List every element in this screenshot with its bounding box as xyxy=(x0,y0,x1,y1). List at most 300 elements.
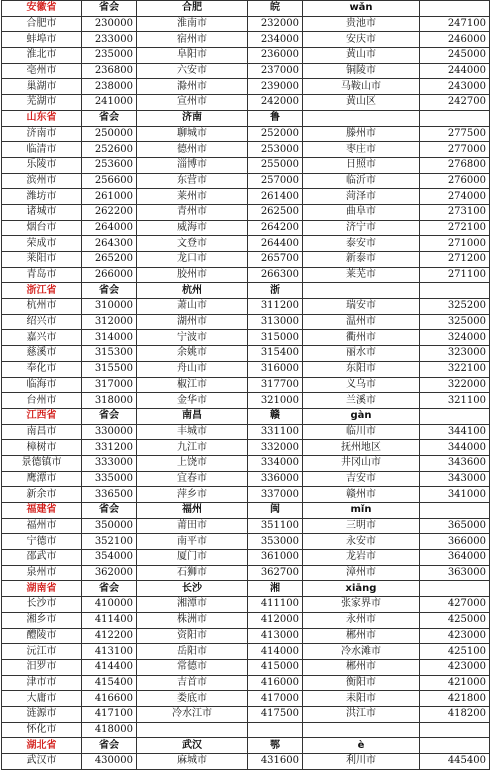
city-name: 怀化市 xyxy=(2,722,82,738)
city-name: 冷水江市 xyxy=(137,706,248,722)
header-blank xyxy=(420,408,490,424)
province-abbr: 鲁 xyxy=(248,110,303,126)
province-header-row xyxy=(2,283,490,299)
city-name: 巢湖市 xyxy=(2,79,82,95)
postal-code: 264200 xyxy=(248,220,303,236)
province-name: 山东省 xyxy=(2,110,82,126)
capital-city: 济南 xyxy=(137,110,248,126)
city-name: 三明市 xyxy=(303,518,420,534)
city-name xyxy=(303,722,420,738)
postal-code: 245000 xyxy=(420,48,490,64)
city-name: 南平市 xyxy=(137,534,248,550)
postal-code: 239000 xyxy=(248,79,303,95)
city-name: 大庸市 xyxy=(2,691,82,707)
city-name: 麻城市 xyxy=(137,754,248,770)
city-name: 漳州市 xyxy=(303,565,420,581)
city-name: 龙口市 xyxy=(137,252,248,268)
city-name: 抚州地区 xyxy=(303,440,420,456)
postal-code: 234000 xyxy=(248,32,303,48)
abbr-pinyin: mǐn xyxy=(303,503,420,519)
postal-code: 265200 xyxy=(82,252,137,268)
city-name: 鹰潭市 xyxy=(2,471,82,487)
city-name: 青岛市 xyxy=(2,267,82,283)
postal-code: 261400 xyxy=(248,189,303,205)
postal-code: 413100 xyxy=(82,644,137,660)
postal-code: 271000 xyxy=(420,236,490,252)
city-name: 井冈山市 xyxy=(303,455,420,471)
province-name: 安徽省 xyxy=(2,1,82,17)
city-name: 蚌埠市 xyxy=(2,32,82,48)
capital-label: 省会 xyxy=(82,110,137,126)
city-name: 九江市 xyxy=(137,440,248,456)
table-row xyxy=(2,487,490,503)
postal-code: 418000 xyxy=(82,722,137,738)
city-name: 冷水滩市 xyxy=(303,644,420,660)
province-header-row xyxy=(2,110,490,126)
city-name: 宜春市 xyxy=(137,471,248,487)
city-name: 椒江市 xyxy=(137,377,248,393)
city-name: 义乌市 xyxy=(303,377,420,393)
table-row xyxy=(2,361,490,377)
postal-code: 413000 xyxy=(248,628,303,644)
table-row xyxy=(2,63,490,79)
city-name: 宣州市 xyxy=(137,95,248,111)
postal-code: 418200 xyxy=(420,706,490,722)
postal-code: 431600 xyxy=(248,754,303,770)
postal-code: 310000 xyxy=(82,299,137,315)
table-row xyxy=(2,204,490,220)
city-name: 莱阳市 xyxy=(2,252,82,268)
postal-code: 247100 xyxy=(420,16,490,32)
city-name: 荣成市 xyxy=(2,236,82,252)
postal-code: 343000 xyxy=(420,471,490,487)
city-name: 阜阳市 xyxy=(137,48,248,64)
postal-code: 266300 xyxy=(248,267,303,283)
city-name: 莱芜市 xyxy=(303,267,420,283)
table-row xyxy=(2,79,490,95)
city-name: 丽水市 xyxy=(303,346,420,362)
city-name: 吉首市 xyxy=(137,675,248,691)
city-name: 滕州市 xyxy=(303,126,420,142)
postal-code: 242700 xyxy=(420,95,490,111)
postal-code: 427000 xyxy=(420,597,490,613)
postal-code: 317700 xyxy=(248,377,303,393)
city-name: 邵武市 xyxy=(2,550,82,566)
postal-code: 343600 xyxy=(420,455,490,471)
abbr-pinyin xyxy=(303,283,420,299)
table-row xyxy=(2,659,490,675)
city-name: 合肥市 xyxy=(2,16,82,32)
table-row xyxy=(2,754,490,770)
postal-code: 276800 xyxy=(420,157,490,173)
postal-code: 265700 xyxy=(248,252,303,268)
capital-label: 省会 xyxy=(82,503,137,519)
city-name: 衡阳市 xyxy=(303,675,420,691)
city-name: 绍兴市 xyxy=(2,314,82,330)
capital-label: 省会 xyxy=(82,283,137,299)
city-name: 慈溪市 xyxy=(2,346,82,362)
city-name: 杭州市 xyxy=(2,299,82,315)
postal-code: 271200 xyxy=(420,252,490,268)
table-row xyxy=(2,722,490,738)
postal-code: 414400 xyxy=(82,659,137,675)
postal-code: 243000 xyxy=(420,79,490,95)
city-name: 衢州市 xyxy=(303,330,420,346)
city-name: 丰城市 xyxy=(137,424,248,440)
city-name: 威海市 xyxy=(137,220,248,236)
table-row xyxy=(2,706,490,722)
city-name: 黄山市 xyxy=(303,48,420,64)
postal-code: 237000 xyxy=(248,63,303,79)
postal-code: 331100 xyxy=(248,424,303,440)
city-name: 芜湖市 xyxy=(2,95,82,111)
city-name: 武汉市 xyxy=(2,754,82,770)
table-row xyxy=(2,440,490,456)
postal-code: 315300 xyxy=(82,346,137,362)
table-row xyxy=(2,597,490,613)
postal-code: 318000 xyxy=(82,393,137,409)
postal-code: 333000 xyxy=(82,455,137,471)
abbr-pinyin: xiāng xyxy=(303,581,420,597)
city-name: 福州市 xyxy=(2,518,82,534)
table-row xyxy=(2,675,490,691)
postal-code: 312000 xyxy=(82,314,137,330)
table-row xyxy=(2,565,490,581)
city-name: 东营市 xyxy=(137,173,248,189)
city-name: 淄博市 xyxy=(137,157,248,173)
postal-code: 314000 xyxy=(82,330,137,346)
postal-code: 321000 xyxy=(248,393,303,409)
city-name: 黄山区 xyxy=(303,95,420,111)
city-name: 资阳市 xyxy=(137,628,248,644)
postal-code: 421000 xyxy=(420,675,490,691)
city-name: 金华市 xyxy=(137,393,248,409)
table-row xyxy=(2,471,490,487)
postal-code: 317000 xyxy=(82,377,137,393)
city-name: 莱州市 xyxy=(137,189,248,205)
postal-code: 236800 xyxy=(82,63,137,79)
postal-code: 336500 xyxy=(82,487,137,503)
city-name: 新泰市 xyxy=(303,252,420,268)
capital-city: 福州 xyxy=(137,503,248,519)
postal-code: 325200 xyxy=(420,299,490,315)
table-row xyxy=(2,299,490,315)
postal-code: 315400 xyxy=(248,346,303,362)
postal-code: 262500 xyxy=(248,204,303,220)
table-row xyxy=(2,32,490,48)
city-name: 津市市 xyxy=(2,675,82,691)
table-row xyxy=(2,142,490,158)
postal-code: 257000 xyxy=(248,173,303,189)
city-name: 温州市 xyxy=(303,314,420,330)
capital-city: 武汉 xyxy=(137,738,248,754)
table-row xyxy=(2,455,490,471)
table-row xyxy=(2,424,490,440)
postal-code: 344100 xyxy=(420,424,490,440)
city-name: 景德镇市 xyxy=(2,455,82,471)
postal-code: 411400 xyxy=(82,612,137,628)
city-name: 岳阳市 xyxy=(137,644,248,660)
city-name: 永安市 xyxy=(303,534,420,550)
city-name: 瑞安市 xyxy=(303,299,420,315)
city-name: 郴州市 xyxy=(303,628,420,644)
postal-code: 261000 xyxy=(82,189,137,205)
postal-code: 277500 xyxy=(420,126,490,142)
postal-code: 313000 xyxy=(248,314,303,330)
city-name: 聊城市 xyxy=(137,126,248,142)
postal-code: 416000 xyxy=(248,675,303,691)
province-header-row xyxy=(2,1,490,17)
postal-code: 244000 xyxy=(420,63,490,79)
postal-code: 266000 xyxy=(82,267,137,283)
city-name: 台州市 xyxy=(2,393,82,409)
postal-code: 322000 xyxy=(420,377,490,393)
header-blank xyxy=(420,1,490,17)
city-name: 奉化市 xyxy=(2,361,82,377)
city-name: 南昌市 xyxy=(2,424,82,440)
city-name: 宁德市 xyxy=(2,534,82,550)
postal-code: 264000 xyxy=(82,220,137,236)
city-name: 日照市 xyxy=(303,157,420,173)
city-name: 临川市 xyxy=(303,424,420,440)
postal-code: 415000 xyxy=(248,659,303,675)
city-name xyxy=(137,722,248,738)
postal-code: 273100 xyxy=(420,204,490,220)
postal-code: 425000 xyxy=(420,612,490,628)
postal-code: 264400 xyxy=(248,236,303,252)
table-row xyxy=(2,393,490,409)
postal-code: 415400 xyxy=(82,675,137,691)
table-row xyxy=(2,48,490,64)
province-name: 湖北省 xyxy=(2,738,82,754)
province-abbr: 皖 xyxy=(248,1,303,17)
city-name: 安庆市 xyxy=(303,32,420,48)
table-row xyxy=(2,550,490,566)
postal-code: 232000 xyxy=(248,16,303,32)
province-abbr: 赣 xyxy=(248,408,303,424)
postal-code: 352100 xyxy=(82,534,137,550)
postal-code: 430000 xyxy=(82,754,137,770)
province-name: 湖南省 xyxy=(2,581,82,597)
postal-code: 344000 xyxy=(420,440,490,456)
postal-code-table xyxy=(1,0,490,770)
city-name: 娄底市 xyxy=(137,691,248,707)
table-row xyxy=(2,95,490,111)
city-name: 烟台市 xyxy=(2,220,82,236)
postal-code: 417000 xyxy=(248,691,303,707)
postal-code: 323000 xyxy=(420,346,490,362)
city-name: 东阳市 xyxy=(303,361,420,377)
province-header-row xyxy=(2,503,490,519)
postal-code: 445400 xyxy=(420,754,490,770)
city-name: 沅江市 xyxy=(2,644,82,660)
postal-code: 362000 xyxy=(82,565,137,581)
header-blank xyxy=(420,283,490,299)
province-name: 江西省 xyxy=(2,408,82,424)
city-name: 萍乡市 xyxy=(137,487,248,503)
city-name: 常德市 xyxy=(137,659,248,675)
city-name: 舟山市 xyxy=(137,361,248,377)
city-name: 耒阳市 xyxy=(303,691,420,707)
postal-code: 412000 xyxy=(248,612,303,628)
postal-code: 246000 xyxy=(420,32,490,48)
postal-code: 331200 xyxy=(82,440,137,456)
city-name: 赣州市 xyxy=(303,487,420,503)
city-name: 六安市 xyxy=(137,63,248,79)
postal-code: 412200 xyxy=(82,628,137,644)
postal-code: 276000 xyxy=(420,173,490,189)
city-name: 株洲市 xyxy=(137,612,248,628)
city-name: 涟源市 xyxy=(2,706,82,722)
capital-label: 省会 xyxy=(82,408,137,424)
postal-code: 235000 xyxy=(82,48,137,64)
city-name: 宿州市 xyxy=(137,32,248,48)
table-row xyxy=(2,252,490,268)
table-row xyxy=(2,518,490,534)
city-name: 洪江市 xyxy=(303,706,420,722)
city-name: 临清市 xyxy=(2,142,82,158)
city-name: 利川市 xyxy=(303,754,420,770)
city-name: 马鞍山市 xyxy=(303,79,420,95)
city-name: 湘潭市 xyxy=(137,597,248,613)
abbr-pinyin xyxy=(303,110,420,126)
city-name: 吉安市 xyxy=(303,471,420,487)
postal-code: 315000 xyxy=(248,330,303,346)
city-name: 乐陵市 xyxy=(2,157,82,173)
table-row xyxy=(2,126,490,142)
postal-code: 363000 xyxy=(420,565,490,581)
postal-code: 353000 xyxy=(248,534,303,550)
city-name: 临海市 xyxy=(2,377,82,393)
postal-code: 250000 xyxy=(82,126,137,142)
postal-code: 365000 xyxy=(420,518,490,534)
abbr-pinyin: wǎn xyxy=(303,1,420,17)
city-name: 樟树市 xyxy=(2,440,82,456)
postal-code: 423000 xyxy=(420,659,490,675)
capital-city: 杭州 xyxy=(137,283,248,299)
city-name: 菏泽市 xyxy=(303,189,420,205)
province-abbr: 湘 xyxy=(248,581,303,597)
city-name: 淮北市 xyxy=(2,48,82,64)
table-row xyxy=(2,644,490,660)
postal-code: 417100 xyxy=(82,706,137,722)
city-name: 淮南市 xyxy=(137,16,248,32)
table-row xyxy=(2,157,490,173)
abbr-pinyin: è xyxy=(303,738,420,754)
table-row xyxy=(2,314,490,330)
city-name: 滨州市 xyxy=(2,173,82,189)
province-name: 浙江省 xyxy=(2,283,82,299)
province-header-row xyxy=(2,408,490,424)
header-blank xyxy=(420,581,490,597)
capital-city: 合肥 xyxy=(137,1,248,17)
postal-code: 334000 xyxy=(248,455,303,471)
city-name: 诸城市 xyxy=(2,204,82,220)
postal-code: 324000 xyxy=(420,330,490,346)
postal-code: 236000 xyxy=(248,48,303,64)
postal-code: 423000 xyxy=(420,628,490,644)
city-name: 宁波市 xyxy=(137,330,248,346)
header-blank xyxy=(420,738,490,754)
city-name: 郴州市 xyxy=(303,659,420,675)
postal-code: 341000 xyxy=(420,487,490,503)
city-name: 泉州市 xyxy=(2,565,82,581)
postal-code: 336000 xyxy=(248,471,303,487)
city-name: 石狮市 xyxy=(137,565,248,581)
table-row xyxy=(2,534,490,550)
postal-code: 416600 xyxy=(82,691,137,707)
province-abbr: 鄂 xyxy=(248,738,303,754)
postal-code: 366000 xyxy=(420,534,490,550)
postal-code: 414000 xyxy=(248,644,303,660)
postal-code: 335000 xyxy=(82,471,137,487)
postal-code: 354000 xyxy=(82,550,137,566)
postal-code: 417500 xyxy=(248,706,303,722)
city-name: 莆田市 xyxy=(137,518,248,534)
province-header-row xyxy=(2,581,490,597)
postal-code: 230000 xyxy=(82,16,137,32)
postal-code: 411100 xyxy=(248,597,303,613)
abbr-pinyin: gàn xyxy=(303,408,420,424)
capital-city: 长沙 xyxy=(137,581,248,597)
postal-code: 315500 xyxy=(82,361,137,377)
table-row xyxy=(2,236,490,252)
postal-code: 255000 xyxy=(248,157,303,173)
city-name: 醴陵市 xyxy=(2,628,82,644)
postal-code: 362700 xyxy=(248,565,303,581)
city-name: 张家界市 xyxy=(303,597,420,613)
postal-code xyxy=(420,722,490,738)
province-abbr: 浙 xyxy=(248,283,303,299)
city-name: 兰溪市 xyxy=(303,393,420,409)
city-name: 龙岩市 xyxy=(303,550,420,566)
table-row xyxy=(2,346,490,362)
postal-code: 421800 xyxy=(420,691,490,707)
postal-code: 252600 xyxy=(82,142,137,158)
city-name: 新余市 xyxy=(2,487,82,503)
table-row xyxy=(2,220,490,236)
city-name: 青州市 xyxy=(137,204,248,220)
table-row xyxy=(2,16,490,32)
postal-code: 364000 xyxy=(420,550,490,566)
city-name: 铜陵市 xyxy=(303,63,420,79)
postal-code: 325000 xyxy=(420,314,490,330)
city-name: 亳州市 xyxy=(2,63,82,79)
city-name: 厦门市 xyxy=(137,550,248,566)
city-name: 德州市 xyxy=(137,142,248,158)
table-row xyxy=(2,173,490,189)
postal-code: 264300 xyxy=(82,236,137,252)
city-name: 嘉兴市 xyxy=(2,330,82,346)
capital-label: 省会 xyxy=(82,581,137,597)
city-name: 汨罗市 xyxy=(2,659,82,675)
table-row xyxy=(2,330,490,346)
postal-code-table-body xyxy=(2,1,490,770)
postal-code: 271100 xyxy=(420,267,490,283)
table-row xyxy=(2,377,490,393)
table-row xyxy=(2,691,490,707)
postal-code: 241000 xyxy=(82,95,137,111)
postal-code: 311200 xyxy=(248,299,303,315)
province-name: 福建省 xyxy=(2,503,82,519)
city-name: 曲阜市 xyxy=(303,204,420,220)
city-name: 文登市 xyxy=(137,236,248,252)
capital-label: 省会 xyxy=(82,1,137,17)
postal-code: 351100 xyxy=(248,518,303,534)
header-blank xyxy=(420,503,490,519)
city-name: 胶州市 xyxy=(137,267,248,283)
postal-code: 350000 xyxy=(82,518,137,534)
